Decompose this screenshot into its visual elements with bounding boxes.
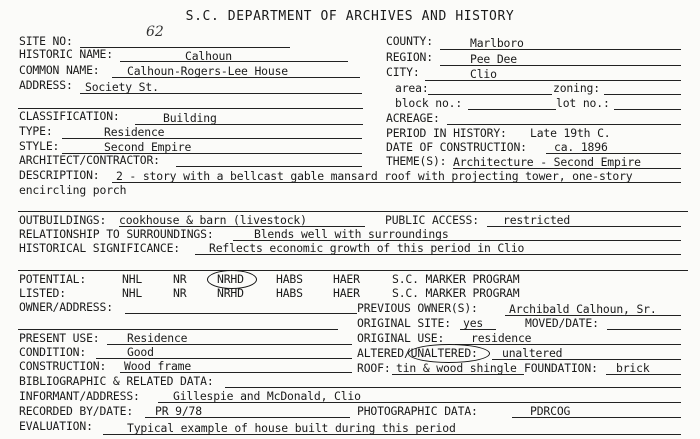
outbuildings-value: cookhouse & barn (livestock) — [119, 213, 307, 227]
label-bibliographic: BIBLIOGRAPHIC & RELATED DATA: — [19, 374, 214, 388]
photographic-value: PDRCOG — [530, 404, 571, 418]
label-original-site: ORIGINAL SITE: — [357, 316, 451, 330]
label-foundation: FOUNDATION: — [524, 361, 598, 375]
potential-haer: HAER — [333, 272, 360, 286]
period-value: Late 19th C. — [530, 126, 611, 140]
city-value: Clio — [470, 67, 497, 81]
owner-address-underline — [125, 313, 357, 314]
bibliographic-underline — [225, 387, 681, 388]
previous-owners-value: Archibald Calhoun, Sr. — [509, 302, 657, 316]
label-classification: CLASSIFICATION: — [19, 109, 120, 123]
foundation-underline — [606, 374, 681, 375]
divider-outbuildings — [18, 211, 688, 212]
listed-sc-marker: S.C. MARKER PROGRAM — [392, 286, 520, 300]
region-value: Pee Dee — [470, 52, 517, 66]
site-number-handwritten: 62 — [146, 24, 164, 40]
label-photographic: PHOTOGRAPHIC DATA: — [357, 404, 478, 418]
potential-nrhd: NRHD — [217, 272, 244, 286]
description-underline — [112, 182, 681, 183]
label-themes: THEME(S): — [386, 154, 447, 168]
region-underline — [440, 65, 681, 66]
county-underline — [440, 49, 681, 50]
label-significance: HISTORICAL SIGNIFICANCE: — [19, 241, 180, 255]
county-value: Marlboro — [470, 36, 524, 50]
label-historic-name: HISTORIC NAME: — [19, 47, 113, 61]
type-underline — [62, 138, 362, 139]
form-title: S.C. DEPARTMENT OF ARCHIVES AND HISTORY — [185, 9, 515, 24]
potential-nhl: NHL — [122, 272, 143, 286]
divider-present-use — [18, 329, 338, 330]
label-block-no: block no.: — [395, 96, 463, 110]
altered-value: unaltered — [502, 346, 563, 360]
altered-underline — [492, 359, 681, 360]
label-original-use: ORIGINAL USE: — [357, 331, 445, 345]
construction-underline — [120, 372, 352, 373]
label-informant: INFORMANT/ADDRESS: — [19, 389, 140, 403]
label-description: DESCRIPTION: — [19, 168, 100, 182]
label-acreage: ACREAGE: — [386, 111, 440, 125]
public-access-value: restricted — [503, 213, 571, 227]
label-previous-owners: PREVIOUS OWNER(S): — [357, 301, 478, 315]
moved-date-underline — [607, 329, 681, 330]
informant-underline — [158, 402, 681, 403]
evaluation-underline — [103, 434, 681, 435]
listed-nhl: NHL — [122, 286, 143, 300]
recorded-value: PR 9/78 — [155, 404, 202, 418]
label-period: PERIOD IN HISTORY: — [386, 126, 507, 140]
original-use-value: residence — [471, 331, 532, 345]
original-site-underline — [460, 329, 496, 330]
area-underline — [428, 94, 552, 95]
listed-nr: NR — [173, 286, 187, 300]
label-potential: POTENTIAL: — [19, 272, 87, 286]
block-no-underline — [468, 109, 556, 110]
significance-underline — [195, 254, 681, 255]
address-underline — [80, 93, 362, 94]
label-date-construction: DATE OF CONSTRUCTION: — [386, 140, 527, 154]
potential-habs: HABS — [276, 272, 303, 286]
label-county: COUNTY: — [386, 34, 433, 48]
informant-value: Gillespie and McDonald, Clio — [173, 389, 361, 403]
date-construction-underline — [546, 153, 681, 154]
label-relationship: RELATIONSHIP TO SURROUNDINGS: — [19, 227, 214, 241]
label-present-use: PRESENT USE: — [19, 331, 100, 345]
zoning-underline — [604, 94, 681, 95]
label-type: TYPE: — [19, 124, 53, 138]
label-condition: CONDITION: — [19, 345, 87, 359]
label-construction: CONSTRUCTION: — [19, 359, 107, 373]
label-lot-no: lot no.: — [556, 96, 610, 110]
classification-value: Building — [163, 111, 217, 125]
listed-haer: HAER — [333, 286, 360, 300]
style-value: Second Empire — [104, 140, 192, 154]
condition-value: Good — [127, 345, 154, 359]
foundation-value: brick — [616, 361, 650, 375]
common-name-value: Calhoun-Rogers-Lee House — [127, 64, 288, 78]
significance-value: Reflects economic growth of this period in Clio — [209, 241, 525, 255]
label-site-no: SITE NO: — [19, 34, 73, 48]
lot-no-underline — [614, 109, 681, 110]
listed-nrhd: NRHD — [217, 286, 244, 300]
label-recorded: RECORDED BY/DATE: — [19, 404, 134, 418]
original-site-value: yes — [463, 316, 484, 330]
acreage-underline — [447, 124, 681, 125]
label-outbuildings: OUTBUILDINGS: — [19, 213, 107, 227]
label-region: REGION: — [386, 50, 433, 64]
construction-value: Wood frame — [124, 359, 192, 373]
label-city: CITY: — [386, 65, 420, 79]
date-construction-value: ca. 1896 — [554, 140, 608, 154]
label-roof: ROOF: — [357, 361, 391, 375]
roof-value: tin & wood shingle — [396, 361, 517, 375]
present-use-value: Residence — [127, 331, 188, 345]
label-altered: ALTERED/UNALTERED: — [357, 346, 478, 360]
divider-register — [18, 270, 688, 271]
label-owner-address: OWNER/ADDRESS: — [19, 300, 113, 314]
label-evaluation: EVALUATION: — [19, 419, 93, 433]
label-public-access: PUBLIC ACCESS: — [385, 213, 479, 227]
evaluation-value: Typical example of house built during this period — [127, 421, 456, 435]
architect-underline — [176, 166, 362, 167]
label-area: area: — [395, 81, 429, 95]
classification-underline — [135, 124, 363, 125]
label-address: ADDRESS: — [19, 78, 73, 92]
address-value: Society St. — [85, 80, 159, 94]
potential-nr: NR — [173, 272, 187, 286]
original-use-underline — [455, 344, 681, 345]
description-line2: encircling porch — [19, 183, 127, 197]
public-access-underline — [487, 226, 681, 227]
historic-name-value: Calhoun — [185, 49, 232, 63]
roof-underline — [392, 374, 524, 375]
photographic-underline — [512, 417, 681, 418]
description-line1: 2 - story with a bellcast gable mansard roof with projecting tower, one-story — [116, 169, 633, 183]
historic-name-underline — [120, 61, 348, 62]
relationship-value: Blends well with surroundings — [254, 227, 449, 241]
listed-habs: HABS — [276, 286, 303, 300]
common-name-underline — [112, 77, 360, 78]
label-zoning: zoning: — [553, 81, 600, 95]
label-common-name: COMMON NAME: — [19, 63, 100, 77]
label-architect: ARCHITECT/CONTRACTOR: — [19, 153, 160, 167]
label-moved-date: MOVED/DATE: — [525, 316, 599, 330]
themes-value: Architecture - Second Empire — [453, 155, 641, 169]
label-listed: LISTED: — [19, 286, 66, 300]
label-style: STYLE: — [19, 139, 60, 153]
potential-sc-marker: S.C. MARKER PROGRAM — [392, 272, 520, 286]
type-value: Residence — [104, 125, 165, 139]
recorded-underline — [145, 417, 350, 418]
